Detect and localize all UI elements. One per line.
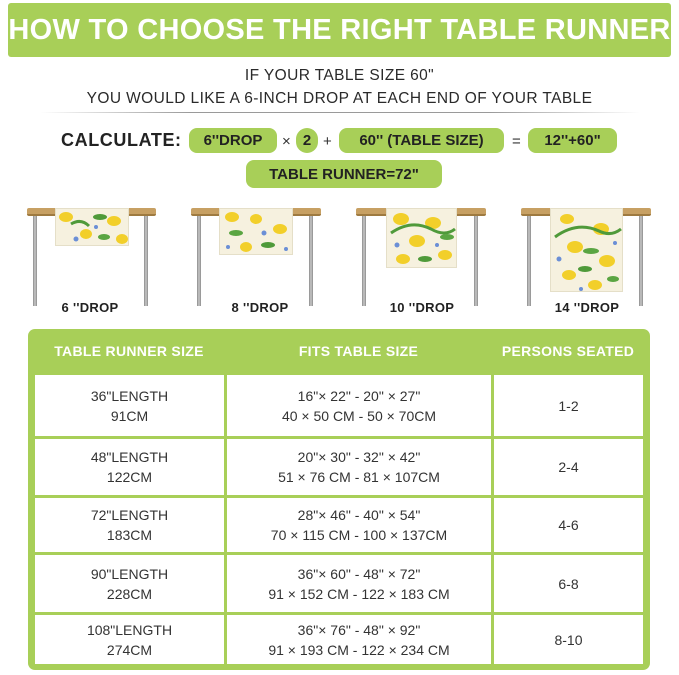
runner-length-in: 108"LENGTH <box>86 621 173 638</box>
multiplier-pill: 2 <box>296 128 318 153</box>
equals-sign: = <box>512 133 521 150</box>
runner-length-in: 72"LENGTH <box>90 507 169 523</box>
lemon-pattern-icon <box>387 209 457 268</box>
fits-size-cm: 91 × 193 CM - 122 × 234 CM <box>268 641 450 658</box>
fits-table-cell <box>227 615 491 664</box>
drop-label-6: 6 ''DROP <box>61 300 119 315</box>
persons-seated: 6-8 <box>558 575 579 592</box>
persons-seated: 4-6 <box>558 517 579 533</box>
fits-size-in: 28"× 46" - 40" × 54" <box>297 507 421 523</box>
divider <box>40 112 640 113</box>
runner-14-drop <box>550 208 623 292</box>
fits-size-cm: 40 × 50 CM - 50 × 70CM <box>281 407 437 424</box>
runner-length-in: 36"LENGTH <box>90 387 169 404</box>
fits-size-in: 36"× 60" - 48" × 72" <box>297 565 421 582</box>
runner-length-cm: 183CM <box>106 527 153 543</box>
fits-table-cell <box>227 498 491 552</box>
persons-cell <box>494 375 643 436</box>
persons-cell <box>494 555 643 612</box>
runner-8-drop <box>219 208 293 255</box>
table-row <box>35 498 224 552</box>
fits-size-cm: 70 × 115 CM - 100 × 137CM <box>270 527 448 543</box>
runner-length-cm: 91CM <box>110 407 149 424</box>
header-runner-size: TABLE RUNNER SIZE <box>54 343 204 359</box>
table-row <box>35 439 224 495</box>
persons-cell <box>494 615 643 664</box>
lemon-pattern-icon <box>551 209 623 292</box>
calculate-label: CALCULATE: <box>61 130 182 150</box>
fits-table-cell <box>227 555 491 612</box>
table-row <box>35 615 224 664</box>
fits-size-cm: 91 × 152 CM - 122 × 183 CM <box>268 585 450 602</box>
fits-size-in: 20"× 30" - 32" × 42" <box>297 449 421 465</box>
lemon-pattern-icon <box>56 209 129 246</box>
header-persons-seated: PERSONS SEATED <box>501 343 635 359</box>
result-pill: 12''+60" <box>528 128 617 153</box>
page-title: HOW TO CHOOSE THE RIGHT TABLE RUNNER <box>8 3 671 57</box>
fits-size-in: 36"× 76" - 48" × 92" <box>297 621 421 638</box>
runner-length-cm: 122CM <box>106 469 153 485</box>
intro-line-1: IF YOUR TABLE SIZE 60" <box>244 67 435 84</box>
drop-label-14: 14 ''DROP <box>554 300 620 315</box>
persons-cell <box>494 498 643 552</box>
persons-seated: 1-2 <box>558 397 579 414</box>
runner-length-in: 90"LENGTH <box>90 565 169 582</box>
size-table <box>28 329 650 670</box>
plus-sign: + <box>323 133 332 150</box>
header-fits-table-size: FITS TABLE SIZE <box>298 343 419 359</box>
fits-table-cell <box>227 375 491 436</box>
runner-length-cm: 228CM <box>106 585 153 602</box>
table-row <box>35 375 224 436</box>
persons-cell <box>494 439 643 495</box>
total-pill: TABLE RUNNER=72" <box>246 160 442 188</box>
drop-pill: 6''DROP <box>189 128 277 153</box>
drop-label-10: 10 ''DROP <box>389 300 455 315</box>
table-row <box>35 555 224 612</box>
runner-10-drop <box>386 208 457 268</box>
runner-length-in: 48"LENGTH <box>90 449 169 465</box>
drop-label-8: 8 ''DROP <box>231 300 289 315</box>
lemon-pattern-icon <box>220 209 293 255</box>
fits-size-cm: 51 × 76 CM - 81 × 107CM <box>278 469 440 485</box>
persons-seated: 8-10 <box>554 631 583 648</box>
fits-table-cell <box>227 439 491 495</box>
intro-line-2: YOU WOULD LIKE A 6-INCH DROP AT EACH END OF YOUR TABLE <box>86 90 593 107</box>
persons-seated: 2-4 <box>558 459 579 475</box>
times-sign: × <box>282 133 291 150</box>
table-size-pill: 60'' (TABLE SIZE) <box>339 128 504 153</box>
runner-6-drop <box>55 208 129 246</box>
fits-size-in: 16"× 22" - 20" × 27" <box>297 387 421 404</box>
runner-length-cm: 274CM <box>106 641 153 658</box>
